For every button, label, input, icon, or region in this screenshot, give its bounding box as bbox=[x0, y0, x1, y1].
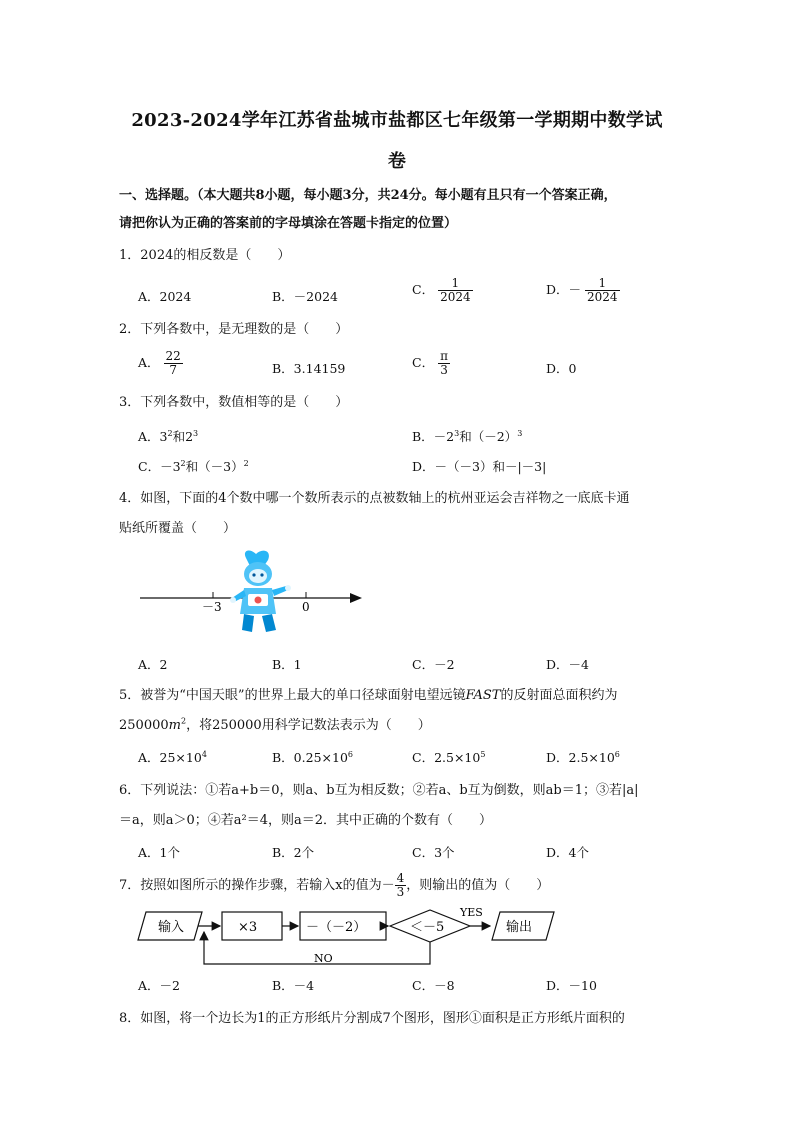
question-5-option-d bbox=[546, 748, 620, 766]
fraction bbox=[585, 277, 620, 304]
question-4-stem-continued: 贴纸所覆盖（ ） bbox=[119, 521, 237, 536]
exponent: 5 bbox=[480, 749, 486, 759]
mascot-sticker-icon bbox=[230, 551, 291, 632]
question-2-option-d: D．0 bbox=[546, 361, 577, 376]
exponent: 6 bbox=[347, 749, 353, 759]
exponent: 3 bbox=[193, 428, 199, 438]
question-6-option-a: A．1个 bbox=[138, 845, 180, 860]
question-5-stem bbox=[119, 686, 679, 706]
question-1-option-d bbox=[546, 277, 620, 304]
stem-text: 的反射面总面积约为 bbox=[500, 688, 618, 703]
telescope-name: FAST bbox=[465, 688, 501, 703]
question-7-stem bbox=[119, 872, 679, 899]
stem-text: 5．被誉为“中国天眼”的世界上最大的单口径球面射电望远镜 bbox=[119, 688, 466, 703]
flow-output-label: 输出 bbox=[506, 920, 533, 935]
option-text: 和（－2） bbox=[459, 429, 518, 444]
fraction-numerator: 1 bbox=[438, 277, 473, 291]
exponent: 2 bbox=[180, 458, 186, 468]
question-1-option-c bbox=[412, 277, 473, 304]
question-5-option-b bbox=[272, 748, 353, 766]
flow-step1-label: ×3 bbox=[238, 920, 258, 935]
fraction-denominator: 7 bbox=[169, 363, 177, 377]
flow-yes-label: YES bbox=[460, 906, 483, 919]
question-3-option-c bbox=[138, 457, 249, 475]
fraction-numerator: π bbox=[440, 349, 448, 363]
question-2-option-a bbox=[138, 350, 183, 377]
number-line-figure bbox=[138, 548, 368, 640]
exam-title: 2023-2024学年江苏省盐城市盐都区七年级第一学期期中数学试 bbox=[131, 110, 663, 131]
option-text: A．3 bbox=[138, 429, 168, 444]
stem-text: 250000 bbox=[119, 718, 169, 733]
fraction-denominator: 2024 bbox=[440, 290, 471, 304]
question-1-option-b: B．－2024 bbox=[272, 289, 338, 304]
exam-title-continued: 卷 bbox=[387, 151, 407, 172]
fraction-denominator: 3 bbox=[440, 363, 448, 377]
question-1-stem: 1．2024的相反数是（ ） bbox=[119, 248, 291, 263]
exponent: 4 bbox=[201, 749, 207, 759]
option-label: A． bbox=[138, 355, 160, 370]
option-text: C．2.5×10 bbox=[412, 750, 481, 765]
exponent: 3 bbox=[517, 428, 523, 438]
exponent: 2 bbox=[180, 716, 187, 726]
fraction-denominator: 2024 bbox=[587, 290, 618, 304]
option-label: C． bbox=[412, 282, 435, 297]
exponent: 3 bbox=[454, 428, 460, 438]
question-5-option-a bbox=[138, 748, 207, 766]
flowchart-figure bbox=[136, 902, 556, 968]
question-6-stem-continued: ＝a，则a＞0；④若a²＝4，则a＝2．其中正确的个数有（ ） bbox=[119, 813, 493, 828]
section-instructions: 请把你认为正确的答案前的字母填涂在答题卡指定的位置） bbox=[119, 216, 458, 231]
section-heading: 一、选择题。（本大题共8小题，每小题3分，共24分。每小题有且只有一个答案正确， bbox=[119, 188, 617, 203]
fraction bbox=[395, 872, 407, 899]
question-6-option-b: B．2个 bbox=[272, 845, 315, 860]
fraction-numerator: 1 bbox=[585, 277, 620, 291]
arrow-head-icon bbox=[350, 593, 362, 603]
question-2-stem: 2．下列各数中，是无理数的是（ ） bbox=[119, 322, 349, 337]
question-7-option-b: B．－4 bbox=[272, 978, 315, 993]
question-5-stem-continued bbox=[119, 716, 679, 736]
option-text: C．－3 bbox=[138, 459, 181, 474]
question-5-option-c bbox=[412, 748, 485, 766]
question-3-option-d: D．－（－3）和－|－3| bbox=[412, 459, 547, 474]
question-6-stem: 6．下列说法：①若a+b＝0，则a、b互为相反数；②若a、b互为倒数，则ab＝1；③若|a| bbox=[119, 783, 639, 798]
flow-no-label: NO bbox=[314, 952, 333, 965]
question-2-option-b: B．3.14159 bbox=[272, 361, 346, 376]
option-text: 和2 bbox=[172, 429, 194, 444]
question-8-stem: 8．如图，将一个边长为1的正方形纸片分割成7个图形，图形①面积是正方形纸片面积的 bbox=[119, 1011, 625, 1026]
question-6-option-d: D．4个 bbox=[546, 845, 589, 860]
exponent: 2 bbox=[167, 428, 173, 438]
flow-condition-label: ＜－5 bbox=[410, 920, 445, 935]
option-label: D．－ bbox=[546, 282, 582, 297]
question-7-option-a: A．－2 bbox=[138, 978, 180, 993]
question-6-option-c: C．3个 bbox=[412, 845, 455, 860]
fraction bbox=[438, 350, 450, 377]
stem-text: ，将250000用科学记数法表示为（ ） bbox=[186, 718, 431, 733]
option-text: 和（－3） bbox=[185, 459, 244, 474]
fraction-numerator: 4 bbox=[396, 871, 405, 885]
stem-text: 7．按照如图所示的操作步骤，若输入x的值为－ bbox=[119, 878, 395, 893]
question-4-option-c: C．－2 bbox=[412, 657, 455, 672]
axis-label-minus-three: －3 bbox=[202, 600, 222, 614]
option-text: B．0.25×10 bbox=[272, 750, 348, 765]
flow-step2-label: －（－2） bbox=[306, 920, 367, 935]
option-text: D．2.5×10 bbox=[546, 750, 615, 765]
question-3-option-a bbox=[138, 427, 198, 445]
exponent: 2 bbox=[243, 458, 249, 468]
fraction-denominator: 3 bbox=[396, 885, 405, 899]
exponent: 6 bbox=[614, 749, 620, 759]
flow-input-label: 输入 bbox=[158, 920, 185, 935]
question-4-stem: 4．如图，下面的4个数中哪一个数所表示的点被数轴上的杭州亚运会吉祥物之一底底卡通 bbox=[119, 491, 630, 506]
question-4-option-b: B．1 bbox=[272, 657, 302, 672]
fraction-numerator: 22 bbox=[165, 349, 181, 363]
option-text: B．－2 bbox=[412, 429, 455, 444]
option-label: C． bbox=[412, 355, 435, 370]
question-2-option-c bbox=[412, 350, 450, 377]
question-3-stem: 3．下列各数中，数值相等的是（ ） bbox=[119, 395, 349, 410]
fraction bbox=[438, 277, 473, 304]
question-3-option-b bbox=[412, 427, 522, 445]
axis-label-zero: 0 bbox=[302, 600, 310, 614]
question-7-option-c: C．－8 bbox=[412, 978, 455, 993]
unit-symbol: m bbox=[168, 718, 181, 733]
question-4-option-a: A．2 bbox=[138, 657, 168, 672]
stem-text: ，则输出的值为（ ） bbox=[406, 878, 550, 893]
fraction bbox=[164, 350, 183, 377]
question-4-option-d: D．－4 bbox=[546, 657, 589, 672]
question-7-option-d: D．－10 bbox=[546, 978, 597, 993]
question-1-option-a: A．2024 bbox=[138, 289, 192, 304]
option-text: A．25×10 bbox=[138, 750, 202, 765]
